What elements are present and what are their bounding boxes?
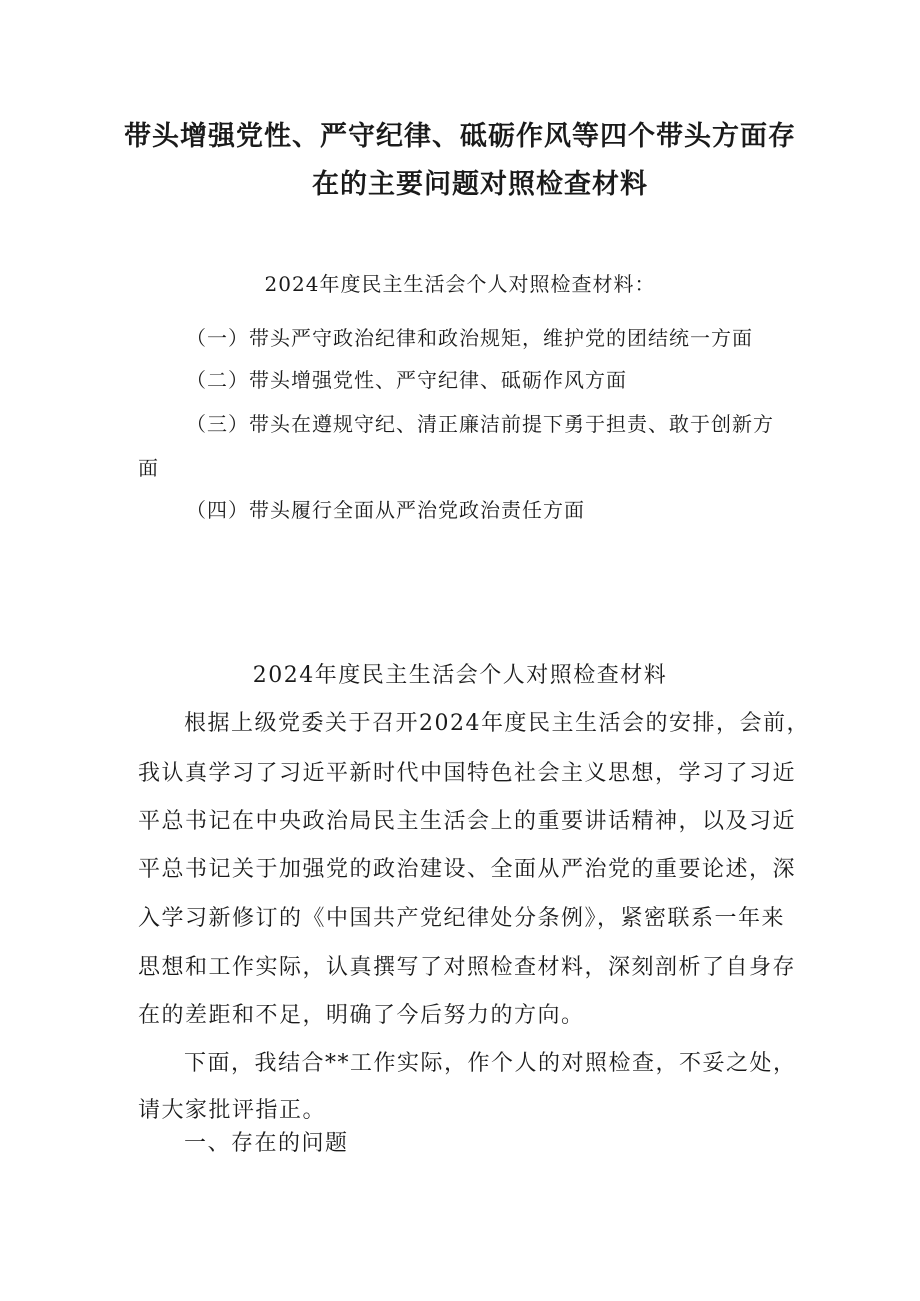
paragraph-line: 入学习新修订的《中国共产党纪律处分条例》，紧密联系一年来 <box>138 906 786 931</box>
toc-item: （二）带头增强党性、严守纪律、砥砺作风方面 <box>186 368 627 392</box>
paragraph-line: 下面，我结合**工作实际，作个人的对照检查，不妥之处， <box>184 1051 797 1076</box>
document-title-line-2: 在的主要问题对照检查材料 <box>312 169 648 200</box>
toc-heading: 2024年度民主生活会个人对照检查材料： <box>264 272 656 296</box>
paragraph-line: 思想和工作实际，认真撰写了对照检查材料，深刻剖析了自身存 <box>138 955 797 980</box>
section-heading: 2024年度民主生活会个人对照检查材料 <box>252 663 668 688</box>
paragraph-line: 平总书记在中央政治局民主生活会上的重要讲话精神，以及习近 <box>138 809 797 834</box>
toc-item: （四）带头履行全面从严治党政治责任方面 <box>186 498 585 522</box>
subheading: 一、存在的问题 <box>184 1131 349 1156</box>
paragraph-line: 平总书记关于加强党的政治建设、全面从严治党的重要论述，深 <box>138 857 797 882</box>
toc-item: （三）带头在遵规守纪、清正廉洁前提下勇于担责、敢于创新方 <box>186 412 774 436</box>
paragraph-line: 根据上级党委关于召开2024年度民主生活会的安排，会前， <box>184 711 810 736</box>
toc-item-continuation: 面 <box>138 456 159 480</box>
toc-item: （一）带头严守政治纪律和政治规矩，维护党的团结统一方面 <box>186 326 753 350</box>
paragraph-line: 我认真学习了习近平新时代中国特色社会主义思想，学习了习近 <box>138 761 797 786</box>
document-title-line-1: 带头增强党性、严守纪律、砥砺作风等四个带头方面存 <box>124 121 796 152</box>
paragraph-line: 在的差距和不足，明确了今后努力的方向。 <box>138 1003 585 1028</box>
paragraph-line: 请大家批评指正。 <box>138 1098 327 1123</box>
